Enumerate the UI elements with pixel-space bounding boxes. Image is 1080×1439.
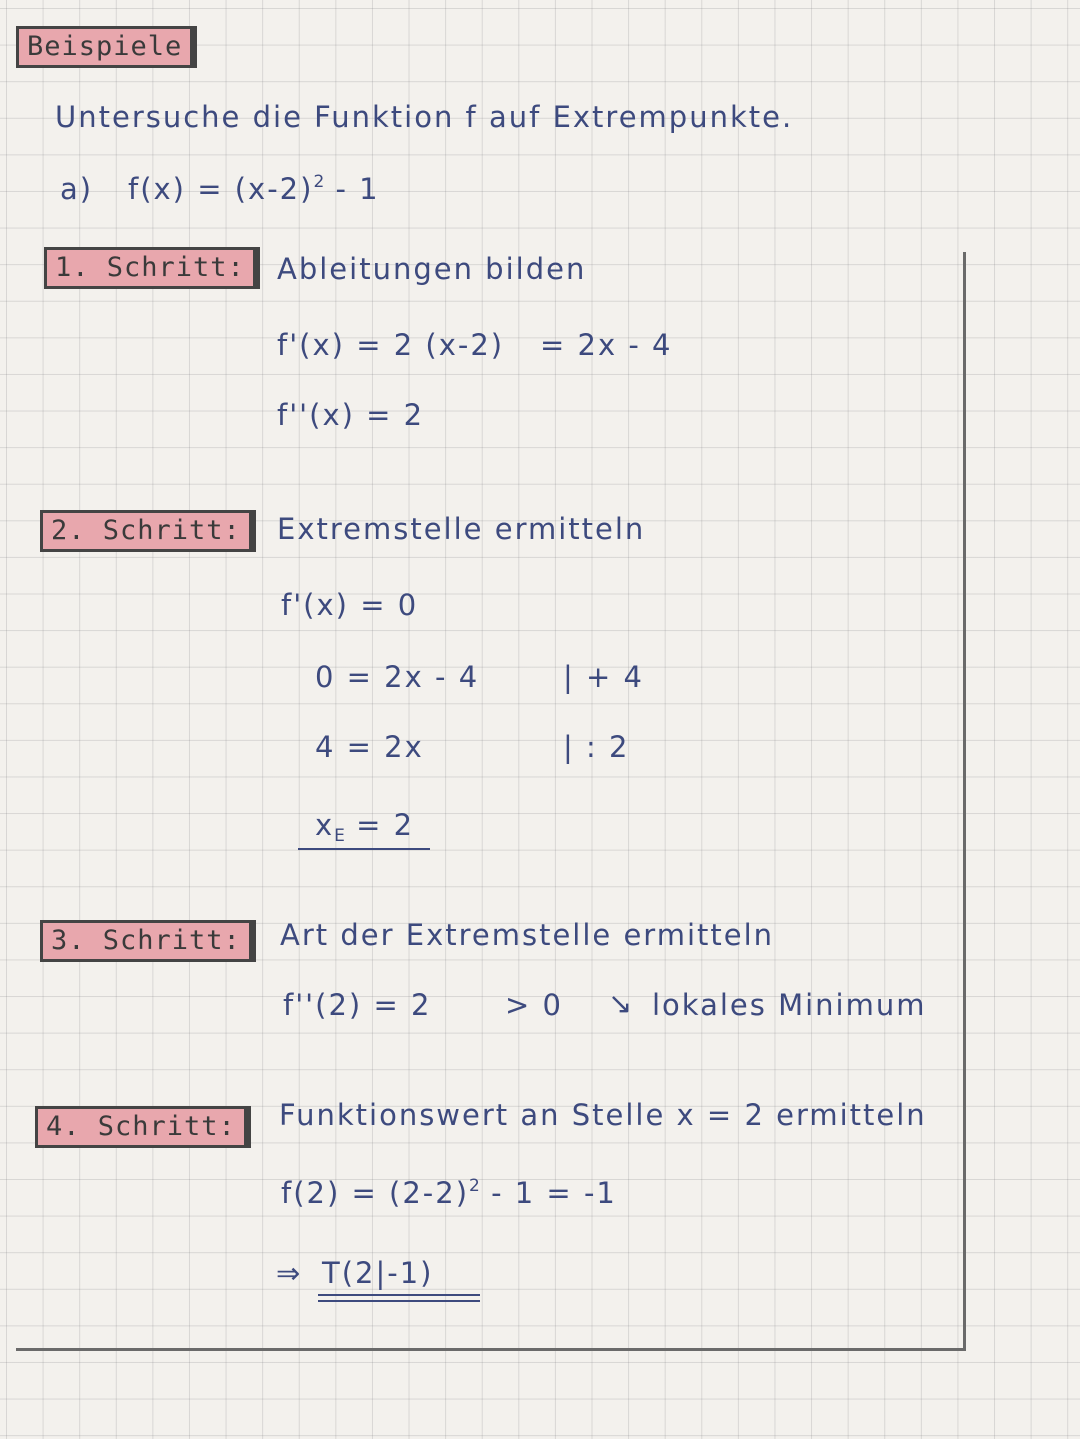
extreme-point-underline [298,848,430,850]
step-1-heading: Ableitungen bilden [277,252,587,286]
equation-op-1: | + 4 [563,660,644,694]
function-definition: $f(x) = (x-2)^2 - 1$ [128,172,380,206]
result-underline-2 [318,1300,480,1302]
minimum-result: lokales Minimum [652,988,927,1022]
frame-bottom-line [16,1348,966,1351]
result-underline-1 [318,1294,480,1296]
greater-than-zero: > 0 [505,988,563,1022]
equation-line-2: 4 = 2x [315,730,424,764]
step-2-heading: Extremstelle ermitteln [277,512,646,546]
step-1-label: 1. Schritt: [44,247,260,289]
part-label: a) [60,172,94,206]
condition-line: f'(x) = 0 [281,588,419,622]
result-point: T(2|-1) [322,1256,434,1290]
implies-arrow-icon: ⇒ [276,1256,303,1290]
step-4-label: 4. Schritt: [35,1106,251,1148]
step-2-label: 2. Schritt: [40,510,256,552]
step-3-label: 3. Schritt: [40,920,256,962]
second-derivative: f''(x) = 2 [277,398,425,432]
task-text: Untersuche die Funktion f auf Extrempunkte. [55,100,794,134]
equation-line-1: 0 = 2x - 4 [315,660,480,694]
second-derivative-check: f''(2) = 2 [283,988,432,1022]
equation-op-2: | : 2 [563,730,630,764]
extreme-point-x: $x_E = 2$ [315,808,415,846]
frame-right-line [963,252,966,1350]
function-value: $f(2) = (2-2)^2 - 1 = -1$ [281,1176,617,1210]
first-derivative-simplified: = 2x - 4 [540,328,673,362]
first-derivative: f'(x) = 2 (x-2) [277,328,505,362]
step-4-heading: Funktionswert an Stelle x = 2 ermitteln [279,1098,927,1132]
title-label: Beispiele [16,26,197,68]
arrow-icon: ↘ [608,986,635,1020]
step-3-heading: Art der Extremstelle ermitteln [280,918,775,952]
